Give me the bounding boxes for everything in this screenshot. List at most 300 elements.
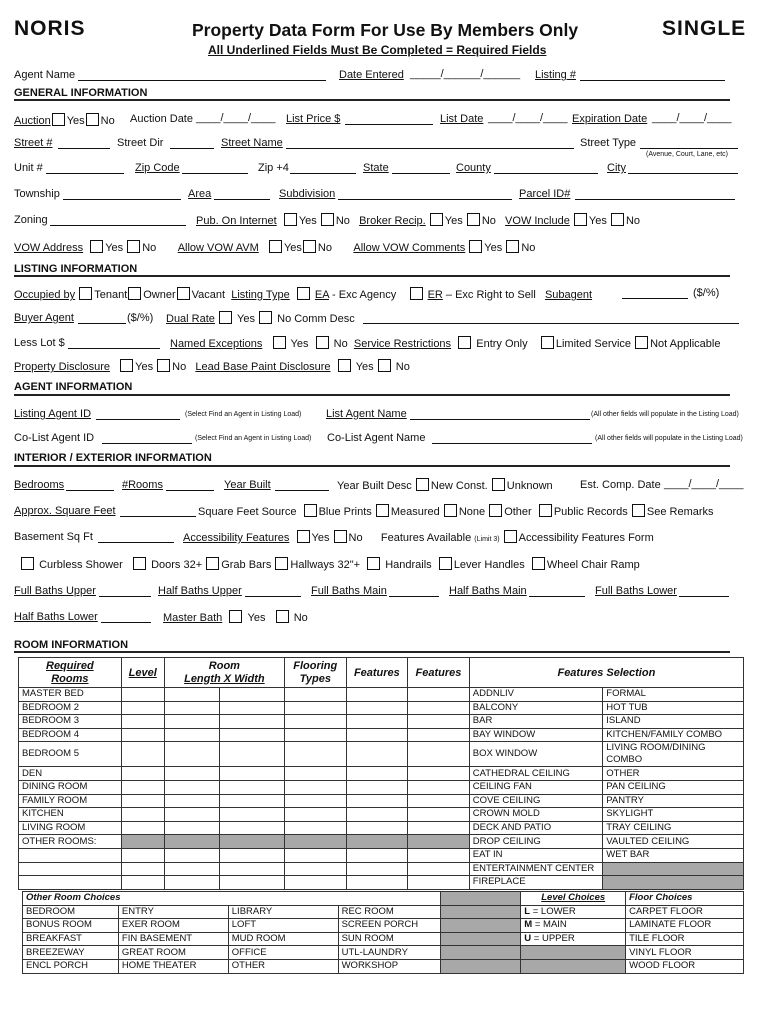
room-input-cell[interactable]: [121, 794, 164, 808]
limited-service-checkbox[interactable]: [541, 336, 554, 349]
gray-cell: [441, 959, 521, 973]
choices-row: [23, 905, 744, 919]
buyer-agent-label: Buyer Agent: [14, 312, 74, 324]
pub-internet-row: Pub. On Internet Yes No Broker Recip. Yes No VOW Include Yes No: [196, 215, 640, 227]
auction-label: Auction: [14, 115, 51, 127]
grab-bars-checkbox[interactable]: [206, 557, 219, 570]
room-input-cell[interactable]: [164, 862, 219, 876]
street-type-field[interactable]: [640, 148, 738, 149]
room-input-cell[interactable]: [346, 728, 408, 742]
ea-label: EA: [314, 289, 329, 301]
room-input-cell[interactable]: [408, 767, 470, 781]
blue-prints-label: Blue Prints: [318, 506, 372, 518]
tenant-label: Tenant: [94, 289, 128, 301]
room-name-cell[interactable]: [19, 862, 122, 876]
room-input-cell[interactable]: [220, 862, 285, 876]
ea-checkbox[interactable]: [297, 287, 310, 300]
hallways-label: Hallways 32"+: [290, 559, 361, 571]
feature-option-b: SKYLIGHT: [603, 808, 744, 822]
public-records-checkbox[interactable]: [539, 504, 552, 517]
not-applicable-checkbox[interactable]: [635, 336, 648, 349]
service-restrictions-label: Service Restrictions: [353, 338, 452, 350]
room-input-cell[interactable]: [284, 767, 346, 781]
disclosure-no-checkbox[interactable]: [157, 359, 170, 372]
gray-cell: [441, 905, 521, 919]
named-exceptions-label: Named Exceptions: [170, 338, 263, 350]
room-input-cell[interactable]: [284, 794, 346, 808]
room-input-cell[interactable]: [220, 688, 285, 702]
room-input-cell[interactable]: [284, 848, 346, 862]
other-room-choice: BONUS ROOM: [23, 919, 119, 933]
date-entered-field[interactable]: _____/______/______: [410, 68, 521, 80]
room-name-cell: FAMILY ROOM: [19, 794, 122, 808]
room-input-cell[interactable]: [220, 794, 285, 808]
room-input-cell[interactable]: [346, 742, 408, 767]
street-dir-field[interactable]: [170, 148, 214, 149]
room-input-cell[interactable]: [408, 728, 470, 742]
feature-option-b: [603, 876, 744, 890]
township-label: Township: [14, 188, 60, 200]
feature-option-b: [603, 862, 744, 876]
street-name-field[interactable]: [286, 148, 574, 149]
room-input-cell[interactable]: [220, 780, 285, 794]
room-name-cell: BEDROOM 5: [19, 742, 122, 767]
room-input-cell[interactable]: [408, 688, 470, 702]
populate-note: (All other fields will populate in the Listing Load): [591, 411, 739, 418]
floor-choice: CARPET FLOOR: [626, 905, 744, 919]
room-input-cell[interactable]: [220, 808, 285, 822]
section-rooms: ROOM INFORMATION: [14, 639, 129, 651]
feature-option-a: CROWN MOLD: [469, 808, 602, 822]
sqft-source-label: Square Feet Source: [198, 506, 297, 518]
grab-bars-label: Grab Bars: [221, 559, 272, 571]
city-field[interactable]: [628, 173, 738, 174]
feature-option-b: ISLAND: [603, 715, 744, 729]
wheelchair-checkbox[interactable]: [532, 557, 545, 570]
room-input-cell[interactable]: [164, 794, 219, 808]
level-value: = UPPER: [533, 933, 575, 945]
measured-checkbox[interactable]: [376, 504, 389, 517]
room-input-cell[interactable]: [346, 876, 408, 890]
colist-agent-id-field[interactable]: [102, 443, 192, 444]
room-input-cell[interactable]: [121, 862, 164, 876]
basement-sqft-field[interactable]: [98, 542, 174, 543]
room-input-cell: [284, 835, 346, 849]
room-input-cell[interactable]: [284, 876, 346, 890]
choices-row: [23, 932, 744, 946]
doors-label: Doors 32+: [151, 559, 203, 571]
approx-sqft-label: Approx. Square Feet: [14, 505, 116, 517]
vow-include-yes-checkbox[interactable]: [574, 213, 587, 226]
room-input-cell[interactable]: [121, 876, 164, 890]
room-input-cell[interactable]: [284, 780, 346, 794]
room-input-cell[interactable]: [220, 767, 285, 781]
no-label: No: [348, 532, 363, 544]
expiration-date-label: Expiration Date: [572, 113, 648, 125]
page-subtitle: All Underlined Fields Must Be Completed = Required Fields: [208, 43, 547, 57]
feature-option-a: CEILING FAN: [469, 780, 602, 794]
approx-sqft-field[interactable]: [120, 516, 196, 517]
allow-avm-no-checkbox[interactable]: [303, 240, 316, 253]
feature-option-a: COVE CEILING: [469, 794, 602, 808]
gray-cell: [441, 932, 521, 946]
subagent-field[interactable]: [622, 298, 688, 299]
street-num-field[interactable]: [58, 148, 110, 149]
auction-yes-checkbox[interactable]: [52, 113, 65, 126]
room-input-cell[interactable]: [121, 715, 164, 729]
section-interior: INTERIOR / EXTERIOR INFORMATION: [14, 452, 212, 464]
room-input-cell[interactable]: [121, 767, 164, 781]
allow-avm-label: Allow VOW AVM: [177, 242, 259, 254]
rooms-field[interactable]: [166, 490, 214, 491]
room-name-cell[interactable]: [19, 876, 122, 890]
agent-name-field[interactable]: [78, 80, 326, 81]
broker-recip-yes-checkbox[interactable]: [430, 213, 443, 226]
lead-base-no-checkbox[interactable]: [378, 359, 391, 372]
room-input-cell[interactable]: [121, 728, 164, 742]
yes-label: Yes: [311, 532, 330, 544]
named-exceptions-yes-checkbox[interactable]: [273, 336, 286, 349]
feature-option-b: HOT TUB: [603, 701, 744, 715]
street-dir-label: Street Dir: [117, 137, 164, 149]
sqft-source-row: [198, 504, 714, 518]
room-input-cell[interactable]: [408, 701, 470, 715]
named-exceptions-no-checkbox[interactable]: [316, 336, 329, 349]
hallways-checkbox[interactable]: [275, 557, 288, 570]
less-lot-label: Less Lot $: [14, 337, 65, 349]
listing-agent-id-label: Listing Agent ID: [14, 408, 92, 420]
room-input-cell[interactable]: [220, 876, 285, 890]
bedrooms-field[interactable]: [66, 490, 114, 491]
unknown-checkbox[interactable]: [492, 478, 505, 491]
list-agent-name-field[interactable]: [410, 419, 590, 420]
list-date-label: List Date: [440, 113, 484, 125]
room-input-cell[interactable]: [408, 808, 470, 822]
other-room-choice: LIBRARY: [228, 905, 338, 919]
other-checkbox[interactable]: [489, 504, 502, 517]
room-name-cell: DINING ROOM: [19, 780, 122, 794]
vow-include-no-checkbox[interactable]: [611, 213, 624, 226]
room-input-cell[interactable]: [346, 808, 408, 822]
area-label: Area: [188, 188, 212, 200]
accessibility-form-checkbox[interactable]: [504, 530, 517, 543]
list-agent-name-label: List Agent Name: [326, 408, 407, 420]
occupied-row: [14, 287, 592, 301]
state-label: State: [363, 162, 389, 174]
feature-option-b: WET BAR: [603, 848, 744, 862]
room-input-cell[interactable]: [346, 715, 408, 729]
est-comp-field[interactable]: ____/____/____: [664, 478, 744, 490]
room-input-cell[interactable]: [121, 688, 164, 702]
limited-service-label: Limited Service: [555, 338, 632, 350]
est-comp-label: Est. Comp. Date: [580, 479, 661, 491]
room-input-cell[interactable]: [408, 794, 470, 808]
other-room-choice: HOME THEATER: [118, 959, 228, 973]
room-input-cell[interactable]: [164, 701, 219, 715]
level-code: U: [524, 933, 532, 945]
limit-note: (Limit 3): [474, 536, 500, 543]
other-label: Other: [504, 506, 532, 518]
room-row: [19, 862, 744, 876]
zoning-field[interactable]: [50, 225, 186, 226]
blue-prints-checkbox[interactable]: [304, 504, 317, 517]
half-lower-field[interactable]: [101, 622, 151, 623]
feature-option-b: LIVING ROOM/DINING COMBO: [603, 742, 744, 767]
owner-checkbox[interactable]: [128, 287, 141, 300]
room-input-cell[interactable]: [164, 715, 219, 729]
level-choice: [521, 932, 626, 946]
zip-field[interactable]: [182, 173, 248, 174]
auction-date-field[interactable]: ____/____/____: [196, 112, 276, 124]
disclosure-row: Property Disclosure Yes No Lead Base Paint Disclosure Yes No: [14, 361, 410, 373]
state-field[interactable]: [392, 173, 450, 174]
master-bath-no-checkbox[interactable]: [276, 610, 289, 623]
features-available-label: Features Available: [380, 532, 472, 544]
township-field[interactable]: [63, 199, 181, 200]
subagent-label: Subagent: [544, 289, 593, 301]
room-input-cell[interactable]: [164, 808, 219, 822]
section-listing: LISTING INFORMATION: [14, 263, 138, 275]
choices-table: [22, 891, 744, 974]
room-input-cell[interactable]: [408, 780, 470, 794]
room-input-cell[interactable]: [284, 742, 346, 767]
list-date-field[interactable]: ____/____/____: [488, 112, 568, 124]
room-input-cell[interactable]: [408, 862, 470, 876]
subdivision-field[interactable]: [338, 199, 512, 200]
year-built-field[interactable]: [275, 490, 329, 491]
room-input-cell[interactable]: [408, 742, 470, 767]
half-main-field[interactable]: [529, 596, 585, 597]
room-input-cell[interactable]: [408, 876, 470, 890]
col-features-1: Features: [346, 658, 408, 688]
gray-cell: [441, 892, 521, 906]
zip4-field[interactable]: [290, 173, 356, 174]
county-field[interactable]: [494, 173, 598, 174]
col-level: Level: [121, 658, 164, 688]
accessibility-no-checkbox[interactable]: [334, 530, 347, 543]
year-built-desc-row: [337, 478, 553, 492]
curbless-checkbox[interactable]: [21, 557, 34, 570]
disclosure-yes-checkbox[interactable]: [120, 359, 133, 372]
level-value: = MAIN: [534, 919, 567, 931]
choices-row: [23, 959, 744, 973]
room-input-cell[interactable]: [121, 742, 164, 767]
measured-label: Measured: [390, 506, 440, 518]
room-input-cell[interactable]: [346, 780, 408, 794]
room-input-cell[interactable]: [346, 794, 408, 808]
room-input-cell[interactable]: [164, 688, 219, 702]
comm-desc-field[interactable]: [363, 323, 739, 324]
none-checkbox[interactable]: [444, 504, 457, 517]
room-input-cell[interactable]: [284, 715, 346, 729]
room-row: [19, 780, 744, 794]
other-room-choice: OTHER: [228, 959, 338, 973]
accessibility-row: [183, 530, 654, 544]
room-input-cell[interactable]: [284, 728, 346, 742]
gray-cell: [441, 919, 521, 933]
full-lower-label: Full Baths Lower: [595, 585, 677, 597]
dual-rate-no-checkbox[interactable]: [259, 311, 272, 324]
vow-address-no-checkbox[interactable]: [127, 240, 140, 253]
city-label: City: [607, 162, 626, 174]
street-num-label: Street #: [14, 137, 53, 149]
room-input-cell[interactable]: [408, 715, 470, 729]
lever-checkbox[interactable]: [439, 557, 452, 570]
accessibility-yes-checkbox[interactable]: [297, 530, 310, 543]
less-lot-field[interactable]: [68, 348, 160, 349]
level-code: L: [524, 905, 531, 917]
doors-checkbox[interactable]: [133, 557, 146, 570]
choices-row: [23, 919, 744, 933]
handrails-label: Handrails: [385, 559, 432, 571]
room-input-cell[interactable]: [164, 780, 219, 794]
full-upper-label: Full Baths Upper: [14, 585, 96, 597]
room-input-cell[interactable]: [346, 767, 408, 781]
room-input-cell[interactable]: [346, 821, 408, 835]
room-input-cell[interactable]: [284, 808, 346, 822]
full-upper-field[interactable]: [99, 596, 151, 597]
room-row: [19, 848, 744, 862]
section-general: GENERAL INFORMATION: [14, 87, 148, 99]
listing-agent-id-field[interactable]: [96, 419, 180, 420]
feature-option-b: PAN CEILING: [603, 780, 744, 794]
room-input-cell[interactable]: [121, 808, 164, 822]
dual-rate-yes-checkbox[interactable]: [219, 311, 232, 324]
master-bath-yes-checkbox[interactable]: [229, 610, 242, 623]
other-room-choice: SUN ROOM: [338, 932, 441, 946]
room-input-cell[interactable]: [121, 821, 164, 835]
room-input-cell[interactable]: [164, 728, 219, 742]
choices-header-row: [23, 892, 744, 906]
feature-option-a: DECK AND PATIO: [469, 821, 602, 835]
entry-only-checkbox[interactable]: [458, 336, 471, 349]
room-input-cell[interactable]: [284, 688, 346, 702]
listing-number-field[interactable]: [580, 80, 725, 81]
room-input-cell[interactable]: [121, 701, 164, 715]
other-room-choice: FIN BASEMENT: [118, 932, 228, 946]
tenant-checkbox[interactable]: [79, 287, 92, 300]
room-input-cell[interactable]: [346, 848, 408, 862]
lead-base-yes-checkbox[interactable]: [338, 359, 351, 372]
subagent-unit: ($/%): [693, 287, 720, 299]
parcel-field[interactable]: [575, 199, 735, 200]
room-input-cell[interactable]: [284, 821, 346, 835]
room-input-cell[interactable]: [121, 780, 164, 794]
select-agent-note: (Select Find an Agent in Listing Load): [185, 411, 302, 418]
form-type: SINGLE: [662, 17, 747, 40]
room-input-cell[interactable]: [220, 701, 285, 715]
col-room-size: Room Length X Width: [164, 658, 284, 688]
room-input-cell[interactable]: [164, 821, 219, 835]
feature-option-a: FIREPLACE: [469, 876, 602, 890]
other-room-choice: UTL-LAUNDRY: [338, 946, 441, 960]
room-input-cell[interactable]: [284, 701, 346, 715]
full-main-field[interactable]: [389, 596, 439, 597]
room-input-cell: [408, 835, 470, 849]
pub-internet-yes-checkbox[interactable]: [284, 213, 297, 226]
accessibility-form-label: Accessibility Features Form: [518, 532, 654, 544]
area-field[interactable]: [214, 199, 270, 200]
allow-avm-yes-checkbox[interactable]: [269, 240, 282, 253]
floor-choice: TILE FLOOR: [626, 932, 744, 946]
section-divider: [14, 394, 730, 396]
broker-recip-no-checkbox[interactable]: [467, 213, 480, 226]
half-upper-field[interactable]: [245, 596, 301, 597]
buyer-agent-field[interactable]: [78, 323, 126, 324]
feature-option-a: BAR: [469, 715, 602, 729]
room-input-cell[interactable]: [346, 862, 408, 876]
other-room-choice: MUD ROOM: [228, 932, 338, 946]
handrails-checkbox[interactable]: [367, 557, 380, 570]
room-input-cell[interactable]: [220, 728, 285, 742]
room-input-cell[interactable]: [164, 742, 219, 767]
expiration-date-field[interactable]: ____/____/____: [652, 112, 732, 124]
vacant-checkbox[interactable]: [177, 287, 190, 300]
list-price-field[interactable]: [345, 124, 433, 125]
room-input-cell[interactable]: [408, 821, 470, 835]
room-input-cell[interactable]: [220, 821, 285, 835]
see-remarks-checkbox[interactable]: [632, 504, 645, 517]
zip4-label: Zip +4: [258, 162, 289, 174]
colist-agent-name-field[interactable]: [432, 443, 592, 444]
date-entered-label: Date Entered: [339, 69, 404, 81]
room-input-cell[interactable]: [284, 862, 346, 876]
feature-option-a: CATHEDRAL CEILING: [469, 767, 602, 781]
allow-comments-no-checkbox[interactable]: [506, 240, 519, 253]
room-input-cell[interactable]: [346, 701, 408, 715]
room-table: [18, 657, 744, 890]
zoning-label: Zoning: [14, 214, 48, 226]
room-input-cell[interactable]: [164, 767, 219, 781]
room-name-cell: LIVING ROOM: [19, 821, 122, 835]
subdivision-label: Subdivision: [279, 188, 336, 200]
pub-internet-no-checkbox[interactable]: [321, 213, 334, 226]
full-lower-field[interactable]: [679, 596, 729, 597]
room-input-cell[interactable]: [220, 848, 285, 862]
buyer-agent-unit: ($/%): [127, 312, 154, 324]
room-input-cell[interactable]: [346, 688, 408, 702]
lead-base-label: Lead Base Paint Disclosure: [195, 361, 331, 373]
feature-option-a: DROP CEILING: [469, 835, 602, 849]
yes-label: Yes: [66, 115, 85, 127]
feature-option-b: TRAY CEILING: [603, 821, 744, 835]
feature-option-a: ENTERTAINMENT CENTER: [469, 862, 602, 876]
room-input-cell[interactable]: [220, 742, 285, 767]
room-input-cell[interactable]: [408, 848, 470, 862]
room-input-cell[interactable]: [220, 715, 285, 729]
auction-no-checkbox[interactable]: [86, 113, 99, 126]
room-input-cell: [220, 835, 285, 849]
vow-address-yes-checkbox[interactable]: [90, 240, 103, 253]
new-const-checkbox[interactable]: [416, 478, 429, 491]
choices-row: [23, 946, 744, 960]
er-checkbox[interactable]: [410, 287, 423, 300]
room-input-cell[interactable]: [164, 876, 219, 890]
vacant-label: Vacant: [191, 289, 226, 301]
room-input-cell[interactable]: [164, 848, 219, 862]
half-lower-label: Half Baths Lower: [14, 611, 98, 623]
room-input-cell[interactable]: [121, 848, 164, 862]
unit-field[interactable]: [46, 173, 124, 174]
ea-desc: - Exc Agency: [329, 289, 397, 301]
new-const-label: New Const.: [430, 480, 488, 492]
room-name-cell[interactable]: [19, 848, 122, 862]
access-features-row: [20, 557, 640, 571]
other-room-choice: ENCL PORCH: [23, 959, 119, 973]
bedrooms-label: Bedrooms: [14, 479, 65, 491]
allow-comments-yes-checkbox[interactable]: [469, 240, 482, 253]
zip-label: Zip Code: [135, 162, 180, 174]
